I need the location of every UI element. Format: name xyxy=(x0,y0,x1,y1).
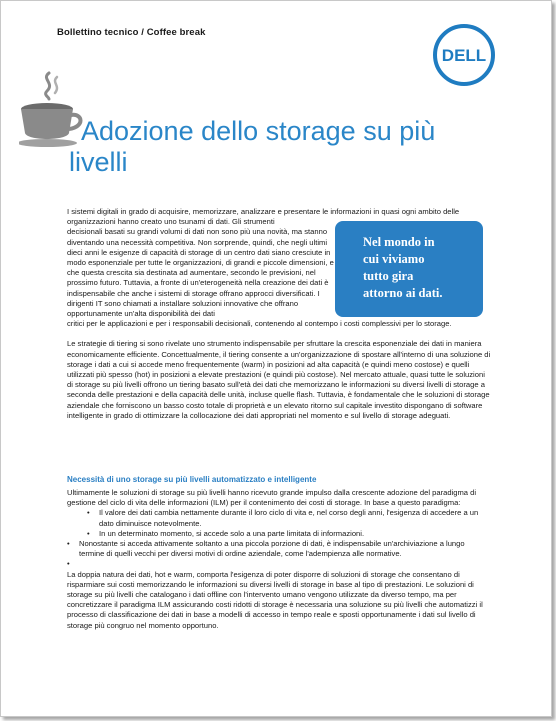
title-line-2: livelli xyxy=(69,147,128,177)
callout-line: tutto gira xyxy=(363,269,414,283)
callout-line: Nel mondo in xyxy=(363,235,435,249)
section-intro: Ultimamente le soluzioni di storage su più livelli hanno ricevuto grande impulso dalla crescente adozione del paradigma di gestione del ciclo di vita delle informazioni (ILM) per il contenimento dei costi di storage. In base a questo paradigma: xyxy=(67,488,477,508)
paragraph-1 xyxy=(67,207,491,329)
empty-bullet xyxy=(67,559,491,569)
sub-bullet-item: • In un determinato momento, si accede solo a una parte limitata di informazioni. xyxy=(67,529,491,539)
sub-bullet-item: • Il valore dei dati cambia nettamente durante il loro ciclo di vita e, nel corso degli anni, l'esigenza di accedere a un dato diminuisce notevolmente. xyxy=(67,508,491,528)
callout-line: cui viviamo xyxy=(363,252,425,266)
coffee-cup-icon xyxy=(19,71,87,149)
paragraph-2: Le strategie di tiering si sono rivelate uno strumento indispensabile per sfruttare la crescita esponenziale dei dati in maniera economicamente efficiente. Concettualmente, il tiering consente a un'organizzazione di spostare all'interno di una soluzione di storage i dati a cui si accede meno frequentemente (warm) in posizioni ad alta capacità (e quindi meno costose) e quelli utilizzati più spesso (hot) in posizioni a elevate prestazioni (e quindi più costose). Nel mercato attuale, quasi tutte le soluzioni di storage su più livelli offrono un tiering basato sull'età dei dati che memorizzano le informazioni su diversi livelli di storage a seconda delle prestazioni e della capacità delle unità, incluse quelle flash. Tuttavia, è fondamentale che le soluzioni di storage aziendale che forniscono un basso costo totale di proprietà e un elevato ritorno sul capitale investito dispongano di software intelligente in grado di ottimizzare la collocazione dei dati appropriati nel momento e sul livello di storage adeguati. xyxy=(67,339,491,420)
section-bullets xyxy=(67,508,491,569)
dell-logo xyxy=(432,23,496,87)
section-body xyxy=(67,488,491,631)
paragraph-1-bottom: critici per le applicazioni e per i responsabili decisionali, contenendo al contempo i costi complessivi per lo storage. xyxy=(67,319,452,329)
bulletin-header: Bollettino tecnico / Coffee break xyxy=(57,27,206,38)
bullet-item: • Nonostante si acceda attivamente soltanto a una piccola porzione di dati, è indispensabile un'archiviazione a lungo termine di quelli vecchi per diversi motivi di ordine aziendale, come l'adempienza alle normative. xyxy=(67,539,491,559)
section-heading: Necessità di uno storage su più livelli automatizzato e intelligente xyxy=(67,475,317,484)
logo-text: DELL xyxy=(441,46,487,65)
section-closing: La doppia natura dei dati, hot e warm, comporta l'esigenza di poter disporre di soluzioni di storage che consentano di risparmiare sui costi memorizzando le informazioni su diversi livelli di storage in base al tipo di prestazioni. Le soluzioni di storage su più livelli che catalogano i dati offline con l'intervento umano vengono utilizzate da diverso tempo, ma per concretizzare il paradigma ILM assicurando costi ridotti di storage è necessaria una soluzione su più livelli che automatizzi il processo di classificazione dei dati in base a modelli di accesso in tempo reale e sposti opportunamente i dati sul livello di storage più congruo nel momento opportuno. xyxy=(67,569,483,630)
paragraph-1-top: I sistemi digitali in grado di acquisire, memorizzare, analizzare e presentare le informazioni in quasi ogni ambito delle organizzazioni hanno creato uno tsunami di dati. Gli strumenti xyxy=(67,207,460,227)
body-text xyxy=(67,207,491,431)
title-line-1: Adozione dello storage su più xyxy=(81,116,436,146)
paragraph-1-narrow: decisionali basati su grandi volumi di dati non sono più una novità, ma stanno diventando una necessità competitiva. Non sorprende, quindi, che negli ultimi dieci anni le esigenze di capacità di storage di un centro dati siano cresciute in modo esponenziale per tutte le organizzazioni, di grandi e piccole dimensioni, e che questa crescita sia destinata ad aumentare, secondo le previsioni, nel prossimo futuro. Tuttavia, a fronte di un'eterogeneità nella creazione dei dati è indispensabile che anche i sistemi di storage offrano approcci diversificati. I dirigenti IT sono chiamati a installare soluzioni innovative che offrano opportunamente un'alta disponibilità dei dati xyxy=(67,227,334,319)
callout-line: attorno ai dati. xyxy=(363,286,443,300)
